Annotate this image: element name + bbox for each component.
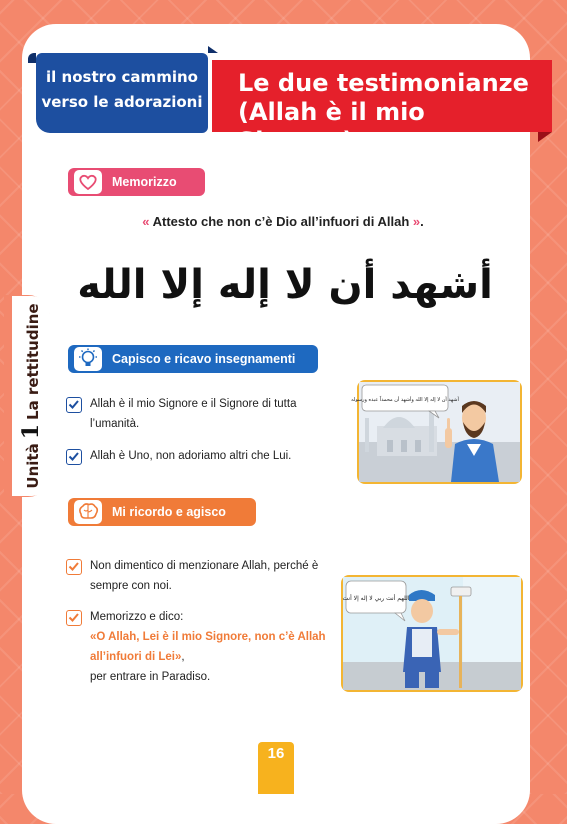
list-item <box>66 449 328 469</box>
dua-outro: per entrare in Paradiso. <box>90 671 211 683</box>
illustration-man-at-mosque <box>351 380 522 484</box>
speech-bubble-text: أشهد أن لا إله إلا الله وأشهد أن محمداً عبده ورسوله <box>351 397 459 403</box>
list-item-text <box>90 607 330 687</box>
checkbox-icon <box>66 559 82 575</box>
banner-tab-right <box>208 46 218 53</box>
arabic-calligraphy <box>77 242 493 320</box>
banner-tab-left <box>28 53 36 63</box>
list-item-text: Allah è Uno, non adoriamo altri che Lui. <box>90 450 292 462</box>
subtitle-line-1: il nostro cammino <box>46 68 198 86</box>
title-line-1: Le due testimonianze <box>238 69 529 97</box>
unit-label <box>18 303 44 488</box>
brain-icon <box>74 500 102 524</box>
quote-text: Attesto che non c’è Dio all’infuori di Allah <box>152 214 410 229</box>
page-number: 16 <box>258 742 294 794</box>
subtitle-banner <box>36 53 208 133</box>
list-item <box>66 610 328 690</box>
list-item <box>66 397 328 433</box>
testimony-quote <box>40 214 526 229</box>
page-title <box>238 69 538 156</box>
unit-title: La rettitudine <box>24 303 42 420</box>
speech-bubble-text: اللهم أنت ربي لا إله إلا أنت <box>342 595 410 602</box>
memorize-label: Memorizzo <box>112 175 177 189</box>
understand-header <box>68 345 318 373</box>
checkbox-icon <box>66 449 82 465</box>
heart-icon <box>74 170 102 194</box>
list-item-text: Allah è il mio Signore e il Signore di tutta l’umanità. <box>90 398 297 430</box>
unit-number: 1 <box>18 423 44 440</box>
dua-quote: «O Allah, Lei è il mio Signore, non c’è Allah all’infuori di Lei» <box>90 631 326 663</box>
banner-fold <box>538 132 552 142</box>
lightbulb-icon <box>74 347 102 371</box>
page-subtitle <box>36 65 208 115</box>
unit-word: Unità <box>24 443 42 489</box>
dua-intro: Memorizzo e dico: <box>90 611 184 623</box>
quote-end: . <box>420 214 424 229</box>
dua-end: , <box>181 651 185 663</box>
subtitle-line-2: verso le adorazioni <box>41 93 203 111</box>
illustration-painter-boy <box>341 575 523 692</box>
title-line-2: (Allah è il mio Signore) <box>238 98 425 155</box>
list-item <box>66 559 328 595</box>
quote-open: « <box>142 214 150 229</box>
understand-label: Capisco e ricavo insegnamenti <box>112 352 296 366</box>
calligraphy-text: أشهد أن لا إله إلا الله <box>77 262 493 308</box>
list-item-text: Non dimentico di menzionare Allah, perché è sempre con noi. <box>90 560 319 592</box>
remember-label: Mi ricordo e agisco <box>112 505 226 519</box>
remember-header <box>68 498 256 526</box>
checkbox-icon <box>66 610 82 626</box>
quote-close: » <box>412 214 421 229</box>
memorize-header <box>68 168 205 196</box>
checkbox-icon <box>66 397 82 413</box>
title-banner <box>212 60 552 155</box>
